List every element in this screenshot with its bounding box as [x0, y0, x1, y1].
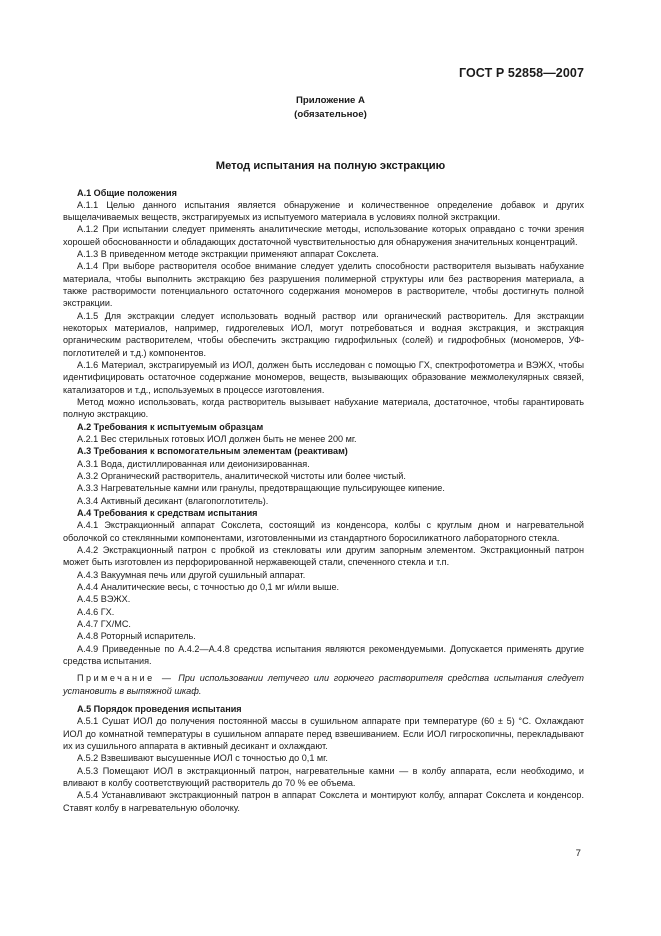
paragraph-a4-1: А.4.1 Экстракционный аппарат Сокслета, состоящий из конденсора, колбы с круглым дном и нагревательной оболочкой со стеклянными компонентами, изготовленными из стандартного боросиликатного лабораторного стекла.	[63, 520, 584, 543]
document-body	[63, 187, 584, 814]
paragraph-a3-2: А.3.2 Органический растворитель, аналитической чистоты или более чистый.	[77, 471, 406, 482]
paragraph-a4-8: А.4.8 Роторный испаритель.	[77, 631, 196, 642]
paragraph-a4-9: А.4.9 Приведенные по А.4.2—А.4.8 средства испытания являются рекомендуемыми. Допускается применять другие средства испытания.	[63, 643, 584, 666]
paragraph-a5-4: А.5.4 Устанавливают экстракционный патрон в аппарат Сокслета и монтируют колбу, аппарат Сокслета и конденсор. Ставят колбу в нагревательную оболочку.	[63, 790, 584, 813]
section-heading-a2: А.2 Требования к испытуемым образцам	[77, 421, 264, 432]
paragraph-a3-4: А.3.4 Активный десикант (влагопоглотитель).	[77, 495, 269, 506]
annex-title: Приложение А	[296, 95, 365, 106]
paragraph-a4-3: А.4.3 Вакуумная печь или другой сушильный аппарат.	[77, 569, 306, 580]
paragraph-a4-2: А.4.2 Экстракционный патрон с пробкой из стекловаты или другим запорным элементом. Экстракционный патрон может быть изготовлен из перфорированной нержавеющей стали, спеченного стекла и т.п.	[63, 545, 584, 568]
paragraph-a1-5: А.1.5 Для экстракции следует использовать водный раствор или органический растворитель. Для экстракции некоторых материалов, например, гидрогелевых ИОЛ, могут потребоваться и водная экстракция, и экстракция органическим растворителем, чтобы обеспечить экстракцию гидрофильных (солей) и гидрофобных (мономеров, УФ- поглотителей и т.д.) компонентов.	[63, 310, 584, 358]
page-number: 7	[575, 848, 581, 859]
paragraph-a1-3: А.1.3 В приведенном методе экстракции применяют аппарат Сокслета.	[77, 249, 379, 260]
annex-status: (обязательное)	[294, 109, 367, 120]
paragraph-a3-3: А.3.3 Нагревательные камни или гранулы, предотвращающие пульсирующее кипение.	[77, 483, 445, 494]
paragraph-a5-1: А.5.1 Сушат ИОЛ до получения постоянной массы в сушильном аппарате при температуре (60 ± 5) °С. Охлаждают ИОЛ до комнатной температуры в сушильном аппарате перед взвешиванием. Если ИОЛ гигроскопичны, перекладывают их из сушильного аппарата в активный десикант и охлаждают.	[63, 716, 584, 751]
paragraph-a1-1: А.1.1 Целью данного испытания является обнаружение и количественное определение добавок и других выщелачиваемых веществ, экстрагируемых из испытуемого материала в условиях полной экстракции.	[63, 199, 584, 223]
paragraph-a5-2: А.5.2 Взвешивают высушенные ИОЛ с точностью до 0,1 мг.	[77, 753, 328, 764]
note-text: При использовании летучего или горючего растворителя средства испытания следует установить в вытяжной шкаф.	[63, 673, 584, 696]
paragraph-a4-6: А.4.6 ГХ.	[77, 606, 115, 617]
section-heading-a4: А.4 Требования к средствам испытания	[77, 508, 258, 519]
paragraph-a4-5: А.4.5 ВЭЖХ.	[77, 594, 131, 605]
paragraph-a4-4: А.4.4 Аналитические весы, с точностью до 0,1 мг и/или выше.	[77, 582, 340, 592]
paragraph-a1-6: А.1.6 Материал, экстрагируемый из ИОЛ, должен быть исследован с помощью ГХ, спектрофотометра и ВЭЖХ, чтобы идентифицировать остаточное содержание мономеров, веществ, вызывающих образование межмолекулярных связей, катализаторов и т.д., используемых в процессе изготовления.	[63, 360, 584, 395]
paragraph-method-usage: Метод можно использовать, когда растворитель вызывает набухание материала, достаточное, чтобы гарантировать полную экстракцию.	[63, 397, 584, 420]
note-label: Примечание —	[77, 673, 174, 684]
note	[63, 672, 584, 697]
section-heading-a1: А.1 Общие положения	[77, 187, 177, 198]
paragraph-a3-1: А.3.1 Вода, дистиллированная или деионизированная.	[77, 458, 310, 469]
paragraph-a5-3: А.5.3 Помещают ИОЛ в экстракционный патрон, нагревательные камни — в колбу аппарата, если необходимо, и вливают в колбу соответствующий растворитель до 70 % ее объема.	[63, 765, 584, 788]
paragraph-a4-7: А.4.7 ГХ/МС.	[77, 618, 131, 629]
paragraph-a1-2: А.1.2 При испытании следует применять аналитические методы, использование которых оправдано с точки зрения хорошей обоснованности и обладающих достаточной чувствительностью для обнаружения значительных концентраций.	[63, 224, 584, 247]
paragraph-a2-1: А.2.1 Вес стерильных готовых ИОЛ должен быть не менее 200 мг.	[77, 434, 357, 445]
paragraph-a1-4: А.1.4 При выборе растворителя особое внимание следует уделить способности растворителя вызывать набухание материала, чтобы выполнить экстракцию без разрушения полимерной структуры или без растворения материала, а также растворимости потенциального остаточного содержания мономеров в растворителе, чтобы достигнуть полной экстракции.	[63, 261, 584, 309]
main-title: Метод испытания на полную экстракцию	[215, 160, 446, 172]
section-heading-a5: А.5 Порядок проведения испытания	[77, 703, 242, 714]
section-heading-a3: А.3 Требования к вспомогательным элементам (реактивам)	[77, 446, 348, 457]
standard-number: ГОСТ Р 52858—2007	[458, 66, 584, 80]
